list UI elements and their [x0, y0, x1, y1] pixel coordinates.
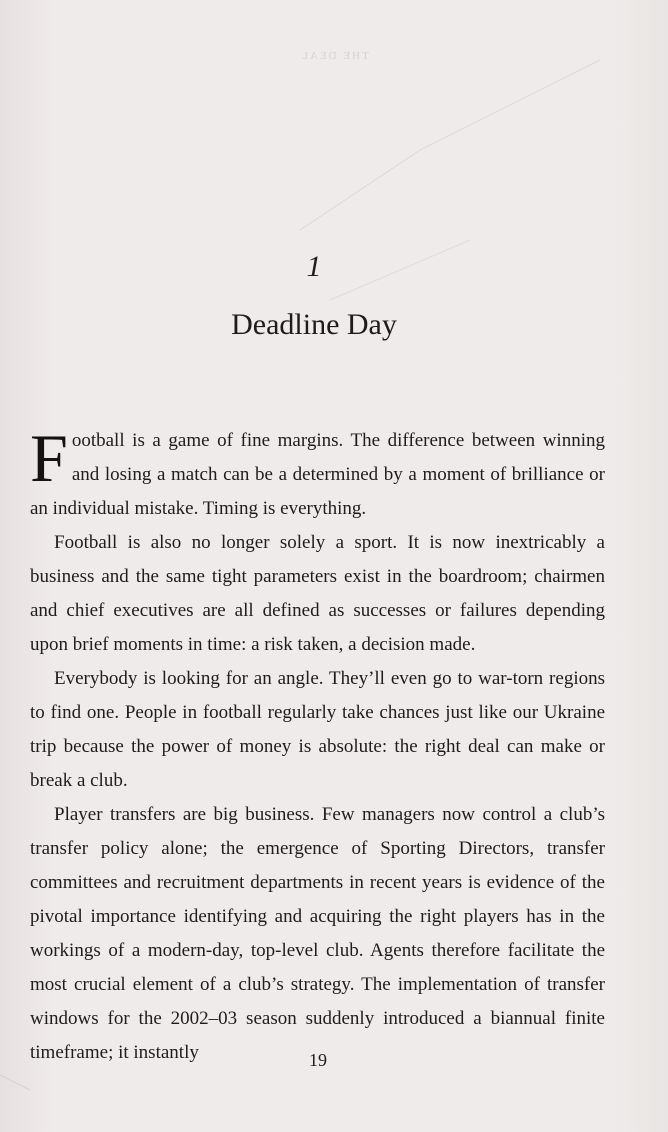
paragraph: Football is also no longer solely a sport. It is now inextricably a business and the same tight parameters exist in the boardroom; chairmen and chief executives are all defined as successes or failures depending upon brief moments in time: a risk taken, a decision made.	[30, 532, 605, 655]
paragraph	[30, 420, 605, 526]
drop-cap: F	[30, 420, 68, 496]
page-number: 19	[309, 1050, 327, 1070]
paragraph: Everybody is looking for an angle. They’ll even go to war-torn regions to find one. People in football regularly take chances just like our Ukraine trip because the power of money is absolute: the right deal can make or break a club.	[30, 668, 605, 791]
paragraph: Player transfers are big business. Few managers now control a club’s transfer policy alone; the emergence of Sporting Directors, transfer committees and recruitment departments in recent years is evidence of the pivotal importance identifying and acquiring the right players has in the workings of a modern-day, top-level club. Agents therefore facilitate the most crucial element of a club’s strategy. The implementation of transfer windows for the 2002–03 season suddenly introduced a biannual finite timeframe; it instantly	[30, 804, 605, 1063]
chapter-body	[30, 420, 605, 1070]
chapter-title: Deadline Day	[231, 308, 397, 341]
bleed-through-running-head: THE DEAL	[299, 50, 369, 62]
paragraph-text: ootball is a game of fine margins. The difference between winning and losing a match can be a determined by a moment of brilliance or an individual mistake. Timing is everything.	[30, 430, 605, 519]
chapter-number: 1	[306, 250, 322, 283]
